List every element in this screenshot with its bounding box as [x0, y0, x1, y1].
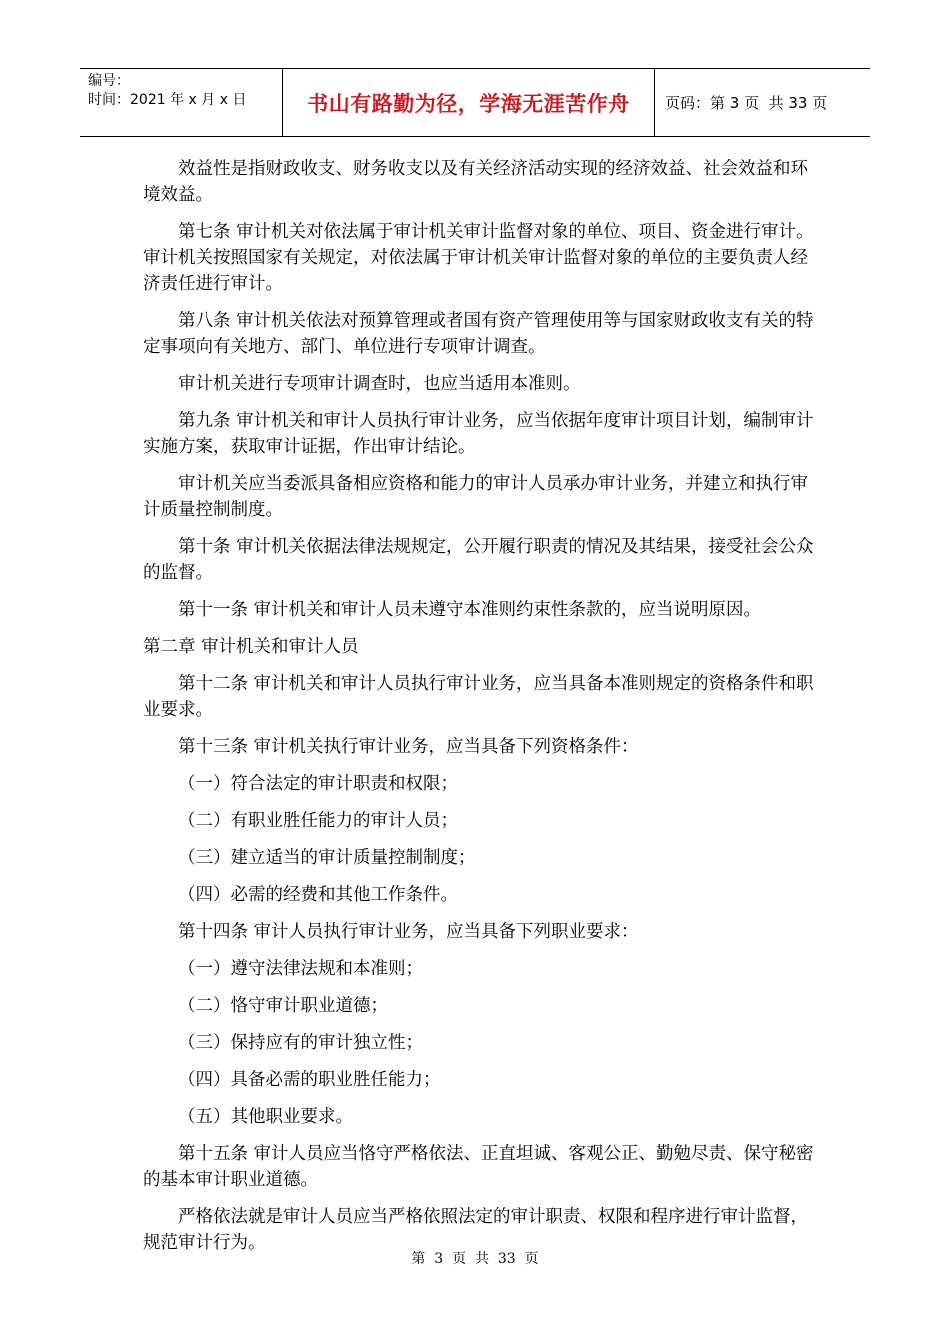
list-item: （四）具备必需的职业胜任能力；	[178, 1070, 441, 1090]
list-item: （三）保持应有的审计独立性；	[178, 1033, 423, 1053]
paragraph: 第八条 审计机关依法对预算管理或者国有资产管理使用等与国家财政收支有关的特定事项向有关地方、部门、单位进行专项审计调查。	[143, 311, 814, 357]
paragraph: 第十五条 审计人员应当恪守严格依法、正直坦诚、客观公正、勤勉尽责、保守秘密的基本审计职业道德。	[143, 1144, 814, 1190]
list-item: （三）建立适当的审计质量控制制度；	[178, 848, 476, 868]
paragraph: 第九条 审计机关和审计人员执行审计业务，应当依据年度审计项目计划，编制审计实施方案，获取审计证据，作出审计结论。	[143, 411, 814, 457]
paragraph: 审计机关应当委派具备相应资格和能力的审计人员承办审计业务，并建立和执行审计质量控制制度。	[143, 474, 808, 520]
header-meta	[80, 69, 283, 136]
paragraph: 审计机关进行专项审计调查时，也应当适用本准则。	[178, 374, 581, 394]
paragraph: 效益性是指财政收支、财务收支以及有关经济活动实现的经济效益、社会效益和环境效益。	[143, 159, 808, 205]
chapter-heading: 第二章 审计机关和审计人员	[143, 637, 359, 657]
page-footer	[0, 1248, 950, 1268]
list-item: （一）符合法定的审计职责和权限；	[178, 774, 458, 794]
document-body	[143, 156, 818, 1267]
document-number-label: 编号：	[88, 73, 130, 89]
list-item: （五）其他职业要求。	[178, 1107, 353, 1127]
list-item: （四）必需的经费和其他工作条件。	[178, 885, 458, 905]
document-date-label: 时间：2021 年 x 月 x 日	[88, 92, 247, 108]
paragraph: 第十一条 审计机关和审计人员未遵守本准则约束性条款的，应当说明原因。	[178, 600, 762, 620]
paragraph: 严格依法就是审计人员应当严格依照法定的审计职责、权限和程序进行审计监督，规范审计行为。	[143, 1207, 808, 1253]
paragraph: 第七条 审计机关对依法属于审计机关审计监督对象的单位、项目、资金进行审计。审计机关按照国家有关规定，对依法属于审计机关审计监督对象的单位的主要负责人经济责任进行审计。	[143, 222, 814, 294]
list-item: （一）遵守法律法规和本准则；	[178, 959, 423, 979]
paragraph: 第十三条 审计机关执行审计业务，应当具备下列资格条件：	[178, 737, 639, 757]
document-header	[80, 68, 870, 137]
header-motto-cell	[283, 69, 655, 136]
header-page-cell	[655, 69, 870, 136]
paragraph: 第十二条 审计机关和审计人员执行审计业务，应当具备本准则规定的资格条件和职业要求。	[143, 674, 814, 720]
paragraph: 第十条 审计机关依据法律法规规定，公开履行职责的情况及其结果，接受社会公众的监督。	[143, 537, 814, 583]
footer-page-number: 第 3 页 共 33 页	[411, 1251, 539, 1267]
paragraph: 第十四条 审计人员执行审计业务，应当具备下列职业要求：	[178, 922, 639, 942]
list-item: （二）恪守审计职业道德；	[178, 996, 388, 1016]
list-item: （二）有职业胜任能力的审计人员；	[178, 811, 458, 831]
header-motto: 书山有路勤为径，学海无涯苦作舟	[307, 91, 630, 116]
header-page-label: 页码：第 3 页 共 33 页	[665, 94, 828, 112]
